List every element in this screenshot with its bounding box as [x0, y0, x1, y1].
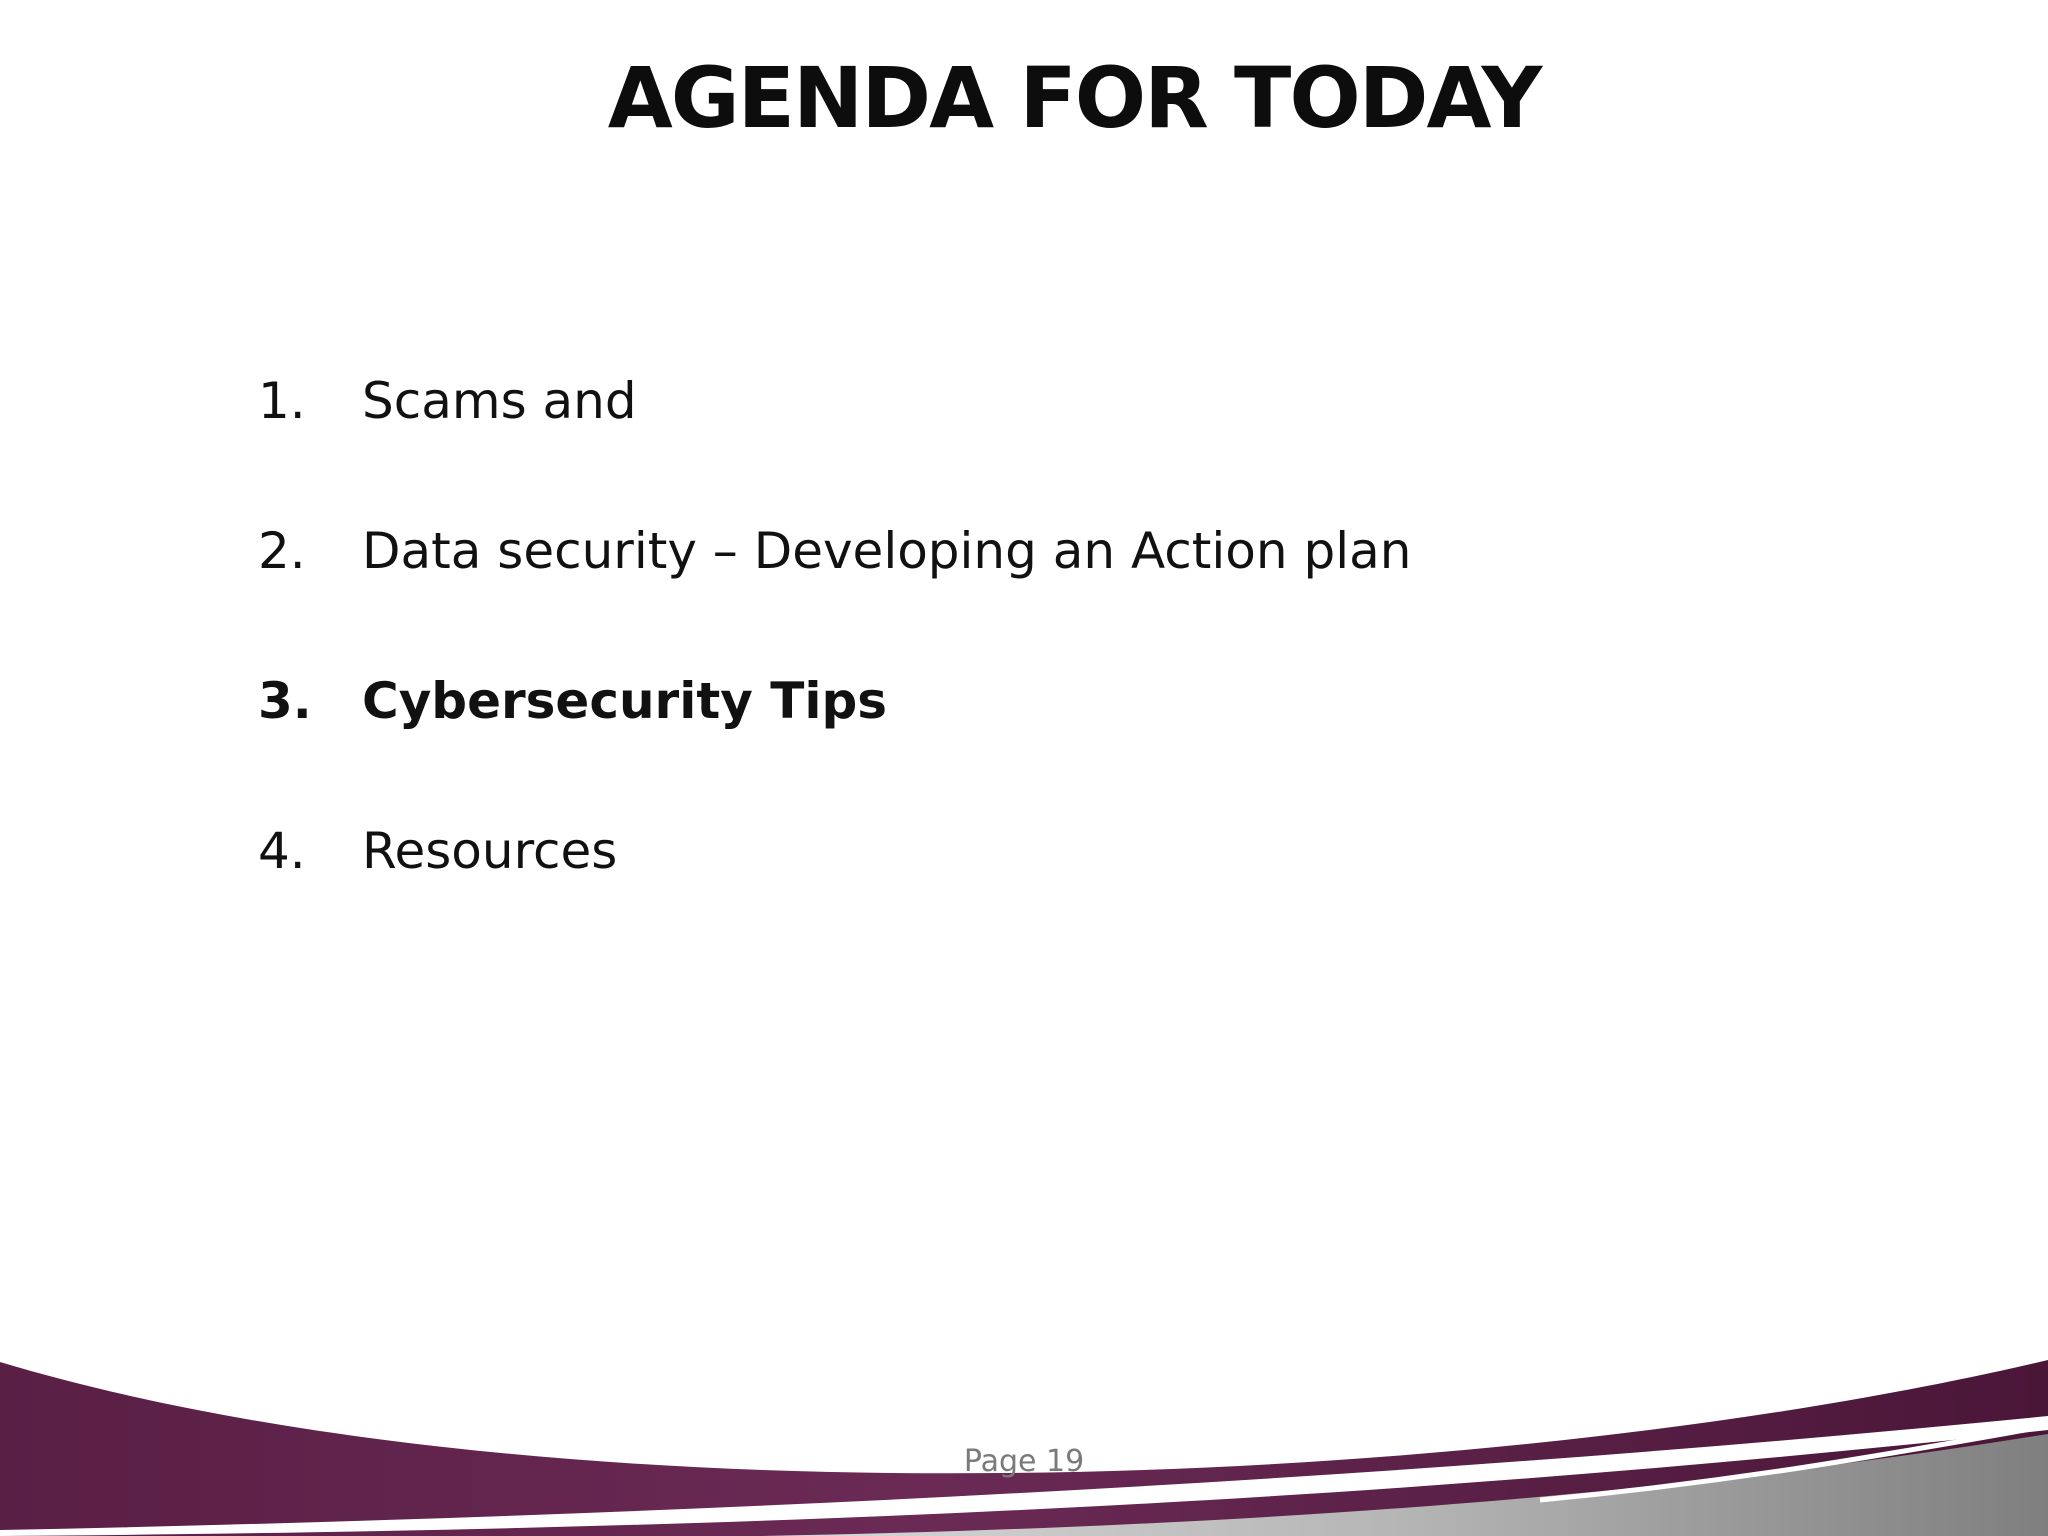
agenda-item-text: Scams and: [362, 372, 637, 430]
agenda-item: [258, 810, 1411, 960]
slide-title: AGENDA FOR TODAY: [607, 49, 1541, 147]
agenda-item-text: Data security – Developing an Action plan: [362, 522, 1412, 580]
agenda-item-number: 2.: [258, 522, 306, 580]
page-number: Page 19: [963, 1444, 1085, 1479]
agenda-item-number: 4.: [258, 822, 306, 880]
agenda-item-text: Resources: [362, 822, 618, 880]
agenda-list: [258, 360, 1411, 960]
footer-wave-decoration: [0, 1330, 2048, 1536]
agenda-item-text: Cybersecurity Tips: [362, 672, 888, 730]
agenda-item: [258, 510, 1411, 660]
agenda-item: [258, 360, 1411, 510]
agenda-item-current: [258, 660, 1411, 810]
agenda-item-number: 3.: [258, 672, 312, 730]
agenda-item-number: 1.: [258, 372, 306, 430]
